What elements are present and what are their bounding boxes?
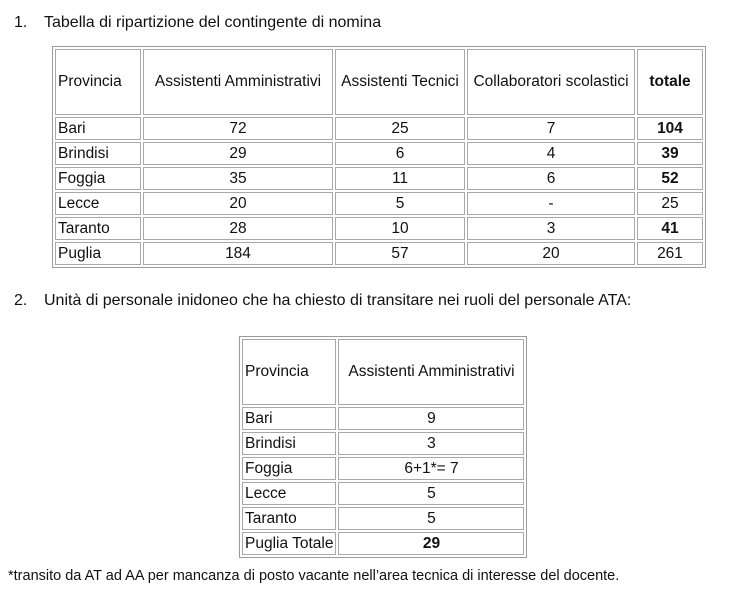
header-assistenti-tecnici: Assistenti Tecnici <box>335 49 465 115</box>
table-row <box>55 117 703 140</box>
header-assistenti-amministrativi: Assistenti Amministrativi <box>338 339 524 405</box>
cell-provincia: Lecce <box>55 192 141 215</box>
table-row <box>55 217 703 240</box>
cell-provincia: Foggia <box>55 167 141 190</box>
table-row <box>55 192 703 215</box>
section-1-heading <box>14 13 381 33</box>
table-row <box>242 532 524 555</box>
header-totale: totale <box>637 49 703 115</box>
cell-collaboratori-scolastici: 4 <box>467 142 635 165</box>
cell-provincia: Foggia <box>242 457 336 480</box>
cell-provincia: Bari <box>55 117 141 140</box>
cell-totale: 39 <box>637 142 703 165</box>
cell-totale: 41 <box>637 217 703 240</box>
table-row <box>55 142 703 165</box>
cell-assistenti-tecnici: 10 <box>335 217 465 240</box>
footnote: *transito da AT ad AA per mancanza di posto vacante nell’area tecnica di interesse del docente. <box>8 568 620 584</box>
cell-assistenti-amministrativi: 29 <box>143 142 333 165</box>
cell-assistenti-tecnici: 11 <box>335 167 465 190</box>
cell-provincia: Brindisi <box>55 142 141 165</box>
cell-assistenti-amministrativi: 3 <box>338 432 524 455</box>
cell-assistenti-amministrativi: 72 <box>143 117 333 140</box>
cell-assistenti-tecnici: 57 <box>335 242 465 265</box>
table-row <box>242 432 524 455</box>
cell-assistenti-amministrativi: 6+1*= 7 <box>338 457 524 480</box>
cell-provincia: Puglia <box>55 242 141 265</box>
section-2-heading <box>14 291 631 311</box>
cell-collaboratori-scolastici: - <box>467 192 635 215</box>
cell-totale: 104 <box>637 117 703 140</box>
cell-assistenti-amministrativi: 9 <box>338 407 524 430</box>
cell-totale: 261 <box>637 242 703 265</box>
cell-assistenti-amministrativi: 20 <box>143 192 333 215</box>
cell-collaboratori-scolastici: 20 <box>467 242 635 265</box>
header-provincia: Provincia <box>55 49 141 115</box>
cell-collaboratori-scolastici: 3 <box>467 217 635 240</box>
section-1-title: Tabella di ripartizione del contingente di nomina <box>44 14 382 31</box>
cell-totale: 25 <box>637 192 703 215</box>
header-assistenti-amministrativi: Assistenti Amministrativi <box>143 49 333 115</box>
cell-provincia: Brindisi <box>242 432 336 455</box>
table-row <box>55 167 703 190</box>
cell-provincia: Taranto <box>55 217 141 240</box>
cell-totale: 52 <box>637 167 703 190</box>
cell-collaboratori-scolastici: 7 <box>467 117 635 140</box>
cell-provincia: Lecce <box>242 482 336 505</box>
cell-provincia: Taranto <box>242 507 336 530</box>
cell-assistenti-amministrativi: 5 <box>338 507 524 530</box>
section-2-number: 2. <box>14 292 28 309</box>
table-row <box>242 482 524 505</box>
table-row <box>242 407 524 430</box>
header-collaboratori-scolastici: Collaboratori scolastici <box>467 49 635 115</box>
section-2-title: Unità di personale inidoneo che ha chiesto di transitare nei ruoli del personale ATA: <box>44 292 632 309</box>
table-row <box>55 242 703 265</box>
table-row <box>242 457 524 480</box>
cell-collaboratori-scolastici: 6 <box>467 167 635 190</box>
table-row <box>242 507 524 530</box>
contingent-table <box>52 46 706 268</box>
cell-provincia: Puglia Totale <box>242 532 336 555</box>
cell-assistenti-tecnici: 25 <box>335 117 465 140</box>
cell-assistenti-amministrativi: 35 <box>143 167 333 190</box>
section-1-number: 1. <box>14 14 28 31</box>
header-provincia: Provincia <box>242 339 336 405</box>
cell-assistenti-tecnici: 6 <box>335 142 465 165</box>
cell-assistenti-tecnici: 5 <box>335 192 465 215</box>
inidoneo-table <box>239 336 527 558</box>
cell-assistenti-amministrativi: 184 <box>143 242 333 265</box>
inidoneo-table-header-row <box>242 339 524 405</box>
cell-provincia: Bari <box>242 407 336 430</box>
cell-assistenti-amministrativi: 29 <box>338 532 524 555</box>
contingent-table-header-row <box>55 49 703 115</box>
cell-assistenti-amministrativi: 5 <box>338 482 524 505</box>
cell-assistenti-amministrativi: 28 <box>143 217 333 240</box>
